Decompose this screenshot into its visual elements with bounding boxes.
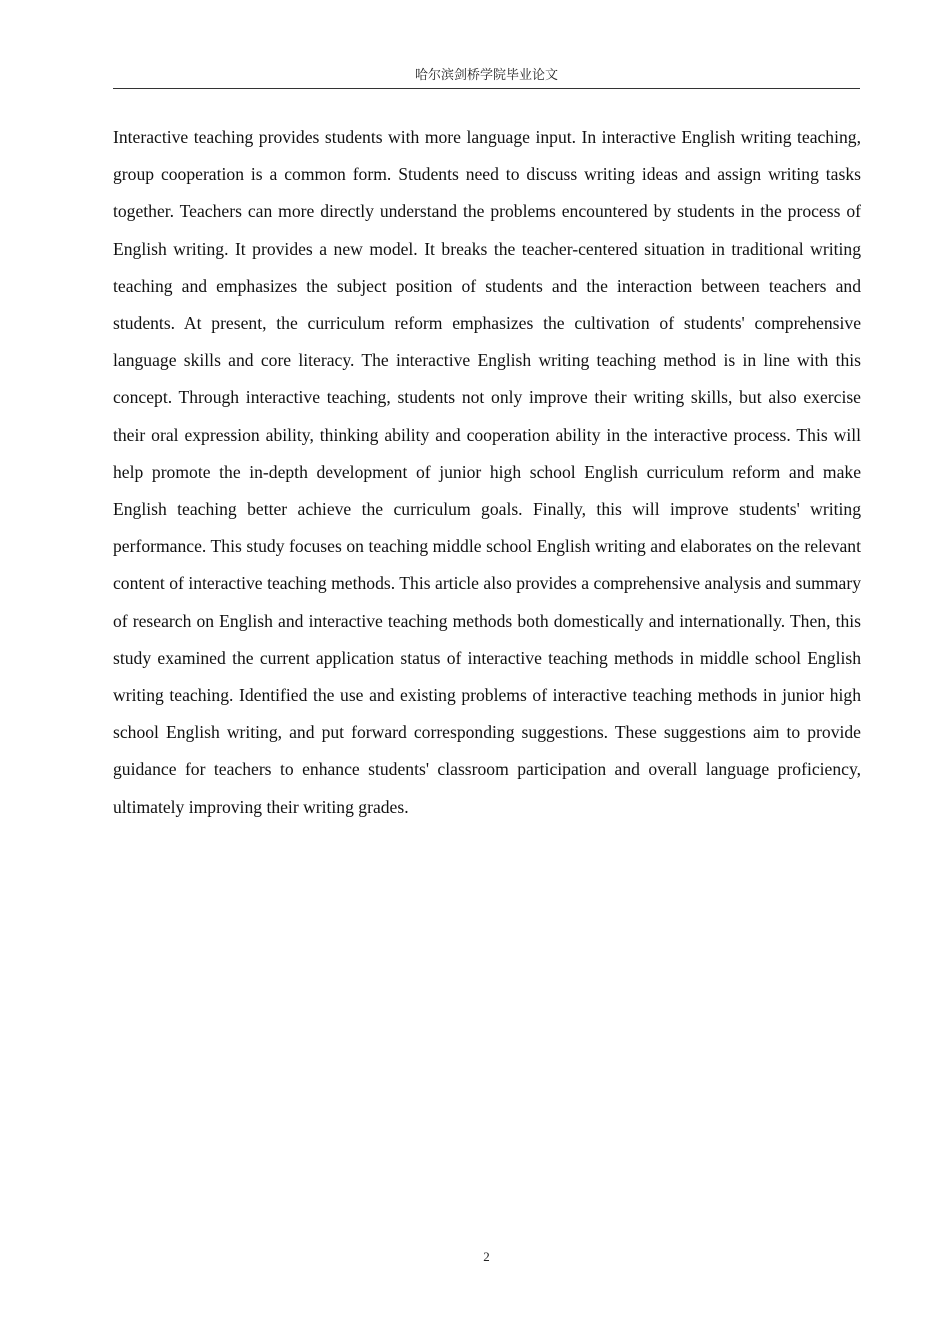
header-divider <box>113 88 860 89</box>
body-paragraph: Interactive teaching provides students with more language input. In interactive English writing teaching, group cooperation is a common form. Students need to discuss writing ideas and assign writing tasks together. Teachers can more directly understand the problems encountered by students in the process of English writing. It provides a new model. It breaks the teacher-centered situation in traditional writing teaching and emphasizes the subject position of students and the interaction between teachers and students. At present, the curriculum reform emphasizes the cultivation of students' comprehensive language skills and core literacy. The interactive English writing teaching method is in line with this concept. Through interactive teaching, students not only improve their writing skills, but also exercise their oral expression ability, thinking ability and cooperation ability in the interactive process. This will help promote the in-depth development of junior high school English curriculum reform and make English teaching better achieve the curriculum goals. Finally, this will improve students' writing performance. This study focuses on teaching middle school English writing and elaborates on the relevant content of interactive teaching methods. This article also provides a comprehensive analysis and summary of research on English and interactive teaching methods both domestically and internationally. Then, this study examined the current application status of interactive teaching methods in middle school English writing teaching. Identified the use and existing problems of interactive teaching methods in junior high school English writing, and put forward corresponding suggestions. These suggestions aim to provide guidance for teachers to enhance students' classroom participation and overall language proficiency, ultimately improving their writing grades. <box>113 127 861 817</box>
page-number: 2 <box>483 1249 490 1264</box>
running-header: 哈尔滨剑桥学院毕业论文 <box>414 67 558 82</box>
